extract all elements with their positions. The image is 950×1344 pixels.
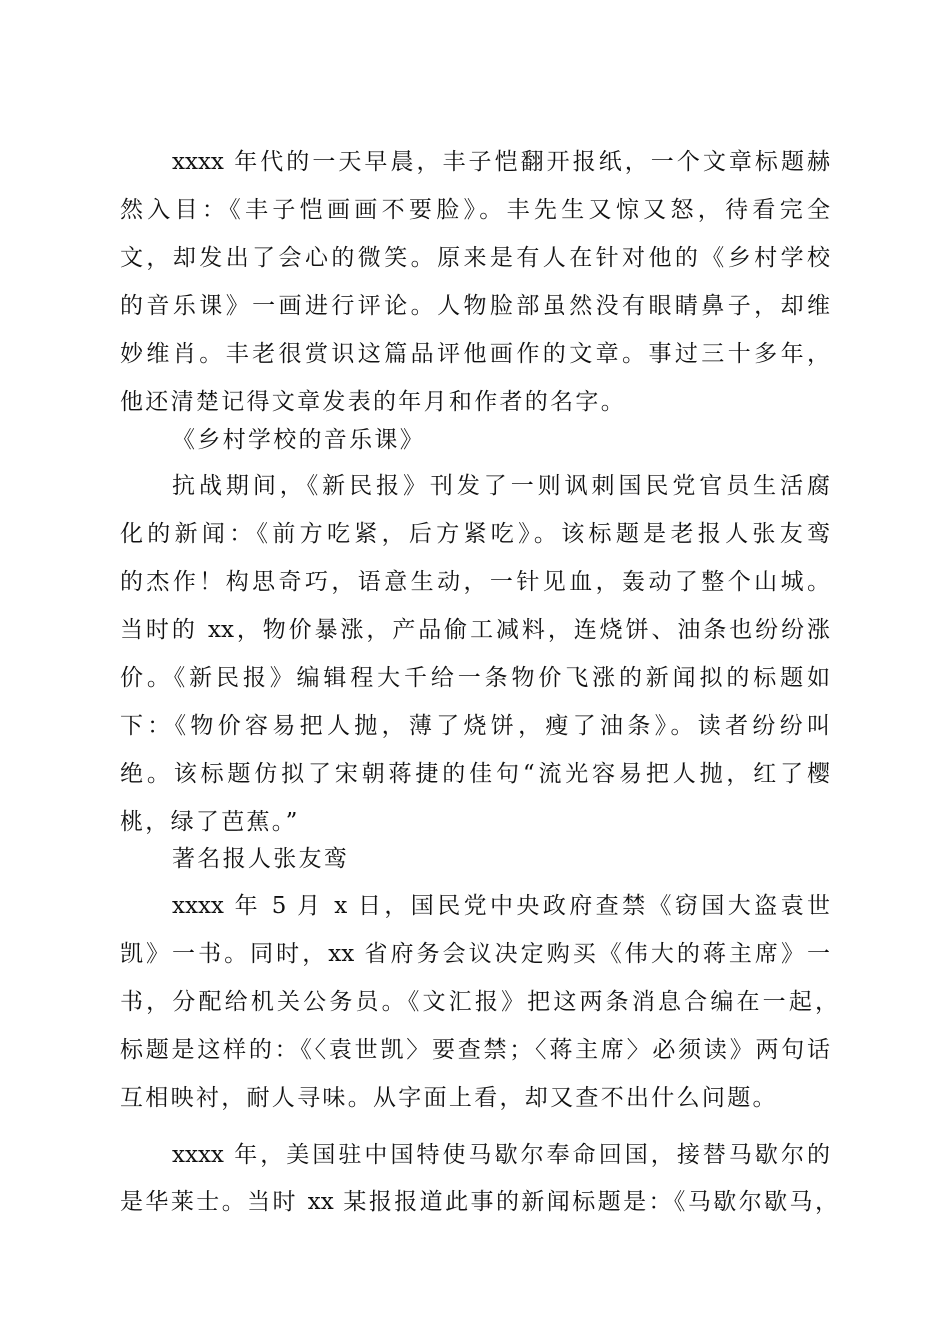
text-line: 价。《新民报》编辑程大千给一条物价飞涨的新闻拟的标题如 xyxy=(120,665,830,691)
text-line: 抗战期间，《新民报》刊发了一则讽刺国民党官员生活腐 xyxy=(172,473,830,499)
text-line: 文，却发出了会心的微笑。原来是有人在针对他的《乡村学校 xyxy=(120,245,830,271)
text-line: 标题是这样的：《〈袁世凯〉要查禁；〈蒋主席〉必须读》两句话 xyxy=(120,1037,830,1063)
text-line: 互相映衬，耐人寻味。从字面上看，却又查不出什么问题。 xyxy=(120,1085,778,1111)
text-line: xxxx 年，美国驻中国特使马歇尔奉命回国，接替马歇尔的 xyxy=(172,1142,830,1168)
text-line: 的音乐课》一画进行评论。人物脸部虽然没有眼睛鼻子，却维 xyxy=(120,293,830,319)
text-line: 当时的 xx，物价暴涨，产品偷工减料，连烧饼、油条也纷纷涨 xyxy=(120,617,830,643)
text-line: 的杰作！构思奇巧，语意生动，一针见血，轰动了整个山城。 xyxy=(120,569,830,595)
text-line: 桃，绿了芭蕉。” xyxy=(120,809,300,835)
text-line: xxxx 年 5 月 x 日，国民党中央政府查禁《窃国大盗袁世 xyxy=(172,893,830,919)
text-line: 书，分配给机关公务员。《文汇报》把这两条消息合编在一起， xyxy=(120,989,838,1015)
text-line: 他还清楚记得文章发表的年月和作者的名字。 xyxy=(120,389,626,415)
caption-music-class: 《乡村学校的音乐课》 xyxy=(172,427,425,453)
text-line: xxxx 年代的一天早晨，丰子恺翻开报纸，一个文章标题赫 xyxy=(172,149,830,175)
text-line: 妙维肖。丰老很赏识这篇品评他画作的文章。事过三十多年， xyxy=(120,341,830,367)
caption-zhang-youluan: 著名报人张友鸾 xyxy=(172,846,350,872)
text-line: 下：《物价容易把人抛，薄了烧饼，瘦了油条》。读者纷纷叫 xyxy=(120,713,830,739)
text-line: 凯》一书。同时，xx 省府务会议决定购买《伟大的蒋主席》一 xyxy=(120,941,830,967)
text-line: 是华莱士。当时 xx 某报报道此事的新闻标题是：《马歇尔歇马， xyxy=(120,1189,838,1215)
text-line: 绝。该标题仿拟了宋朝蒋捷的佳句“流光容易把人抛，红了樱 xyxy=(120,761,830,787)
text-line: 化的新闻：《前方吃紧，后方紧吃》。该标题是老报人张友鸾 xyxy=(120,521,830,547)
text-line: 然入目：《丰子恺画画不要脸》。丰先生又惊又怒，待看完全 xyxy=(120,197,830,223)
